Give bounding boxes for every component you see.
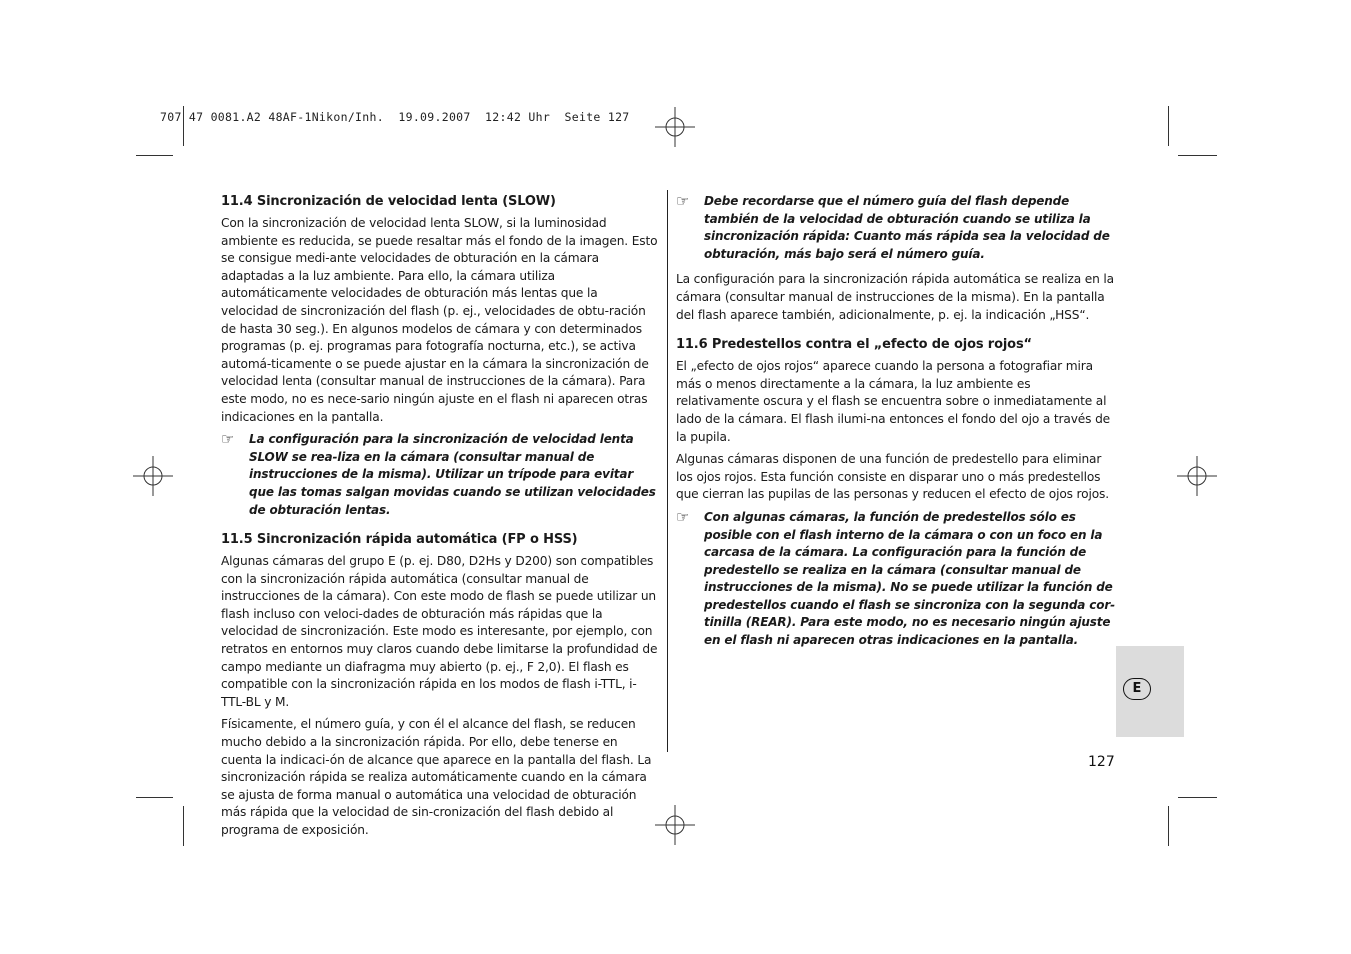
note-text: Con algunas cámaras, la función de predestellos sólo es posible con el flash interno de la cámara o con un foco en la carcasa de la cámara. La configuración para la función de predestello se realiza en la cámara (consultar manual de instrucciones de la misma). No se puede utilizar la función de predestellos cuando el flash se sincroniza con la segunda cor-tinilla (REAR). Para este modo, no es necesario ningún ajuste en el flash ni aparecen otras indicaciones en la pantalla. bbox=[704, 509, 1115, 648]
pointing-hand-icon: ☞ bbox=[676, 192, 690, 210]
paragraph-red-eye-1: El „efecto de ojos rojos“ aparece cuando la persona a fotografiar mira más o menos directamente a la cámara, la luz ambiente es relativamente oscura y el flash se encuentra sobre o inmediatamente al lado de la cámara. El flash ilumi-na entonces el fondo del ojo a través de la pupila. bbox=[676, 359, 1111, 444]
left-column bbox=[221, 193, 658, 845]
heading-11-5: 11.5 Sincronización rápida automática (FP o HSS) bbox=[221, 532, 578, 548]
crop-mark bbox=[1168, 806, 1169, 846]
registration-mark-icon bbox=[655, 805, 695, 845]
crop-mark bbox=[183, 806, 184, 846]
crop-mark bbox=[1178, 797, 1217, 798]
paragraph-hss-1: Algunas cámaras del grupo E (p. ej. D80, D2Hs y D200) son compatibles con la sincronización rápida automática (consultar manual de instrucciones de la cámara). Con este modo de flash se puede utilizar un flash incluso con veloci-dades de obturación más rápidas que la velocidad de sincronización. Este modo es interesante, por ejemplo, con retratos en entornos muy claros cuando debe limitarse la profundidad de campo mediante un diafragma muy abierto (p. ej., F 2,0). El flash es compatible con la sincronización rápida en los modos de flash i-TTL, i-TTL-BL y M. bbox=[221, 554, 658, 709]
language-badge: E bbox=[1123, 678, 1151, 700]
crop-mark bbox=[136, 797, 173, 798]
note-text: La configuración para la sincronización de velocidad lenta SLOW se rea-liza en la cámara (consultar manual de instrucciones de la misma). Utilizar un trípode para evitar que las tomas salgan movidas cuando se utilizan velocidades de obturación lentas. bbox=[249, 432, 656, 517]
note-slow-sync bbox=[221, 431, 658, 519]
crop-mark bbox=[136, 155, 173, 156]
pointing-hand-icon: ☞ bbox=[676, 507, 690, 526]
paragraph-hss-config: La configuración para la sincronización rápida automática se realiza en la cámara (consultar manual de instrucciones de la misma). En la pantalla del flash aparece también, adicionalmente, p. ej. la indicación „HSS“. bbox=[676, 272, 1114, 322]
column-divider bbox=[667, 190, 668, 752]
crop-mark bbox=[1178, 155, 1217, 156]
crop-mark bbox=[1168, 106, 1169, 146]
page-number: 127 bbox=[1088, 754, 1115, 770]
right-column bbox=[676, 193, 1116, 658]
paragraph-slow-sync: Con la sincronización de velocidad lenta SLOW, si la luminosidad ambiente es reducida, se puede resaltar más el fondo de la imagen. Esto se consigue medi-ante velocidades de obturación en la cámara adaptadas a la luz ambiente. Para ello, la cámara utiliza automáticamente velocidades de obturación más lentas que la velocidad de sincronización del flash (p. ej., velocidades de obtu-ración de hasta 30 seg.). En algunos modelos de cámara y con determinados programas (p. ej. programas para fotografía nocturna, etc.), se activa automá-ticamente o se puede ajustar en la cámara la sincronización de velocidad lenta (consultar manual de instrucciones de la cámara). Para este modo, no es nece-sario ningún ajuste en el flash ni aparecen otras indicaciones en la pantalla. bbox=[221, 216, 658, 424]
registration-mark-icon bbox=[655, 107, 695, 147]
registration-mark-icon bbox=[133, 456, 173, 496]
paragraph-hss-2: Físicamente, el número guía, y con él el alcance del flash, se reducen mucho debido a la sincronización rápida. Por ello, debe tenerse en cuenta la indicaci-ón de alcance que aparece en la pantalla del flash. La sincronización rápida se realiza automáticamente cuando en la cámara se ajusta de forma manual o automática una velocidad de obturación más rápida que la velocidad de sin-cronización del flash debido al programa de exposición. bbox=[221, 717, 652, 837]
note-guide-number bbox=[676, 193, 1116, 263]
pointing-hand-icon: ☞ bbox=[221, 430, 235, 449]
heading-11-6: 11.6 Predestellos contra el „efecto de ojos rojos“ bbox=[676, 337, 1032, 353]
registration-mark-icon bbox=[1177, 456, 1217, 496]
paragraph-red-eye-2: Algunas cámaras disponen de una función de predestello para eliminar los ojos rojos. Esta función consiste en disparar uno o más predestellos que cierran las pupilas de las personas y reducen el efecto de ojos rojos. bbox=[676, 452, 1109, 502]
print-slug-line: 707 47 0081.A2 48AF-1Nikon/Inh. 19.09.2007 12:42 Uhr Seite 127 bbox=[160, 110, 630, 124]
note-red-eye bbox=[676, 509, 1116, 650]
heading-11-4: 11.4 Sincronización de velocidad lenta (SLOW) bbox=[221, 194, 556, 209]
note-text: Debe recordarse que el número guía del flash depende también de la velocidad de obturación cuando se utiliza la sincronización rápida: Cuanto más rápida sea la velocidad de obturación, más bajo será el número guía. bbox=[704, 194, 1110, 261]
